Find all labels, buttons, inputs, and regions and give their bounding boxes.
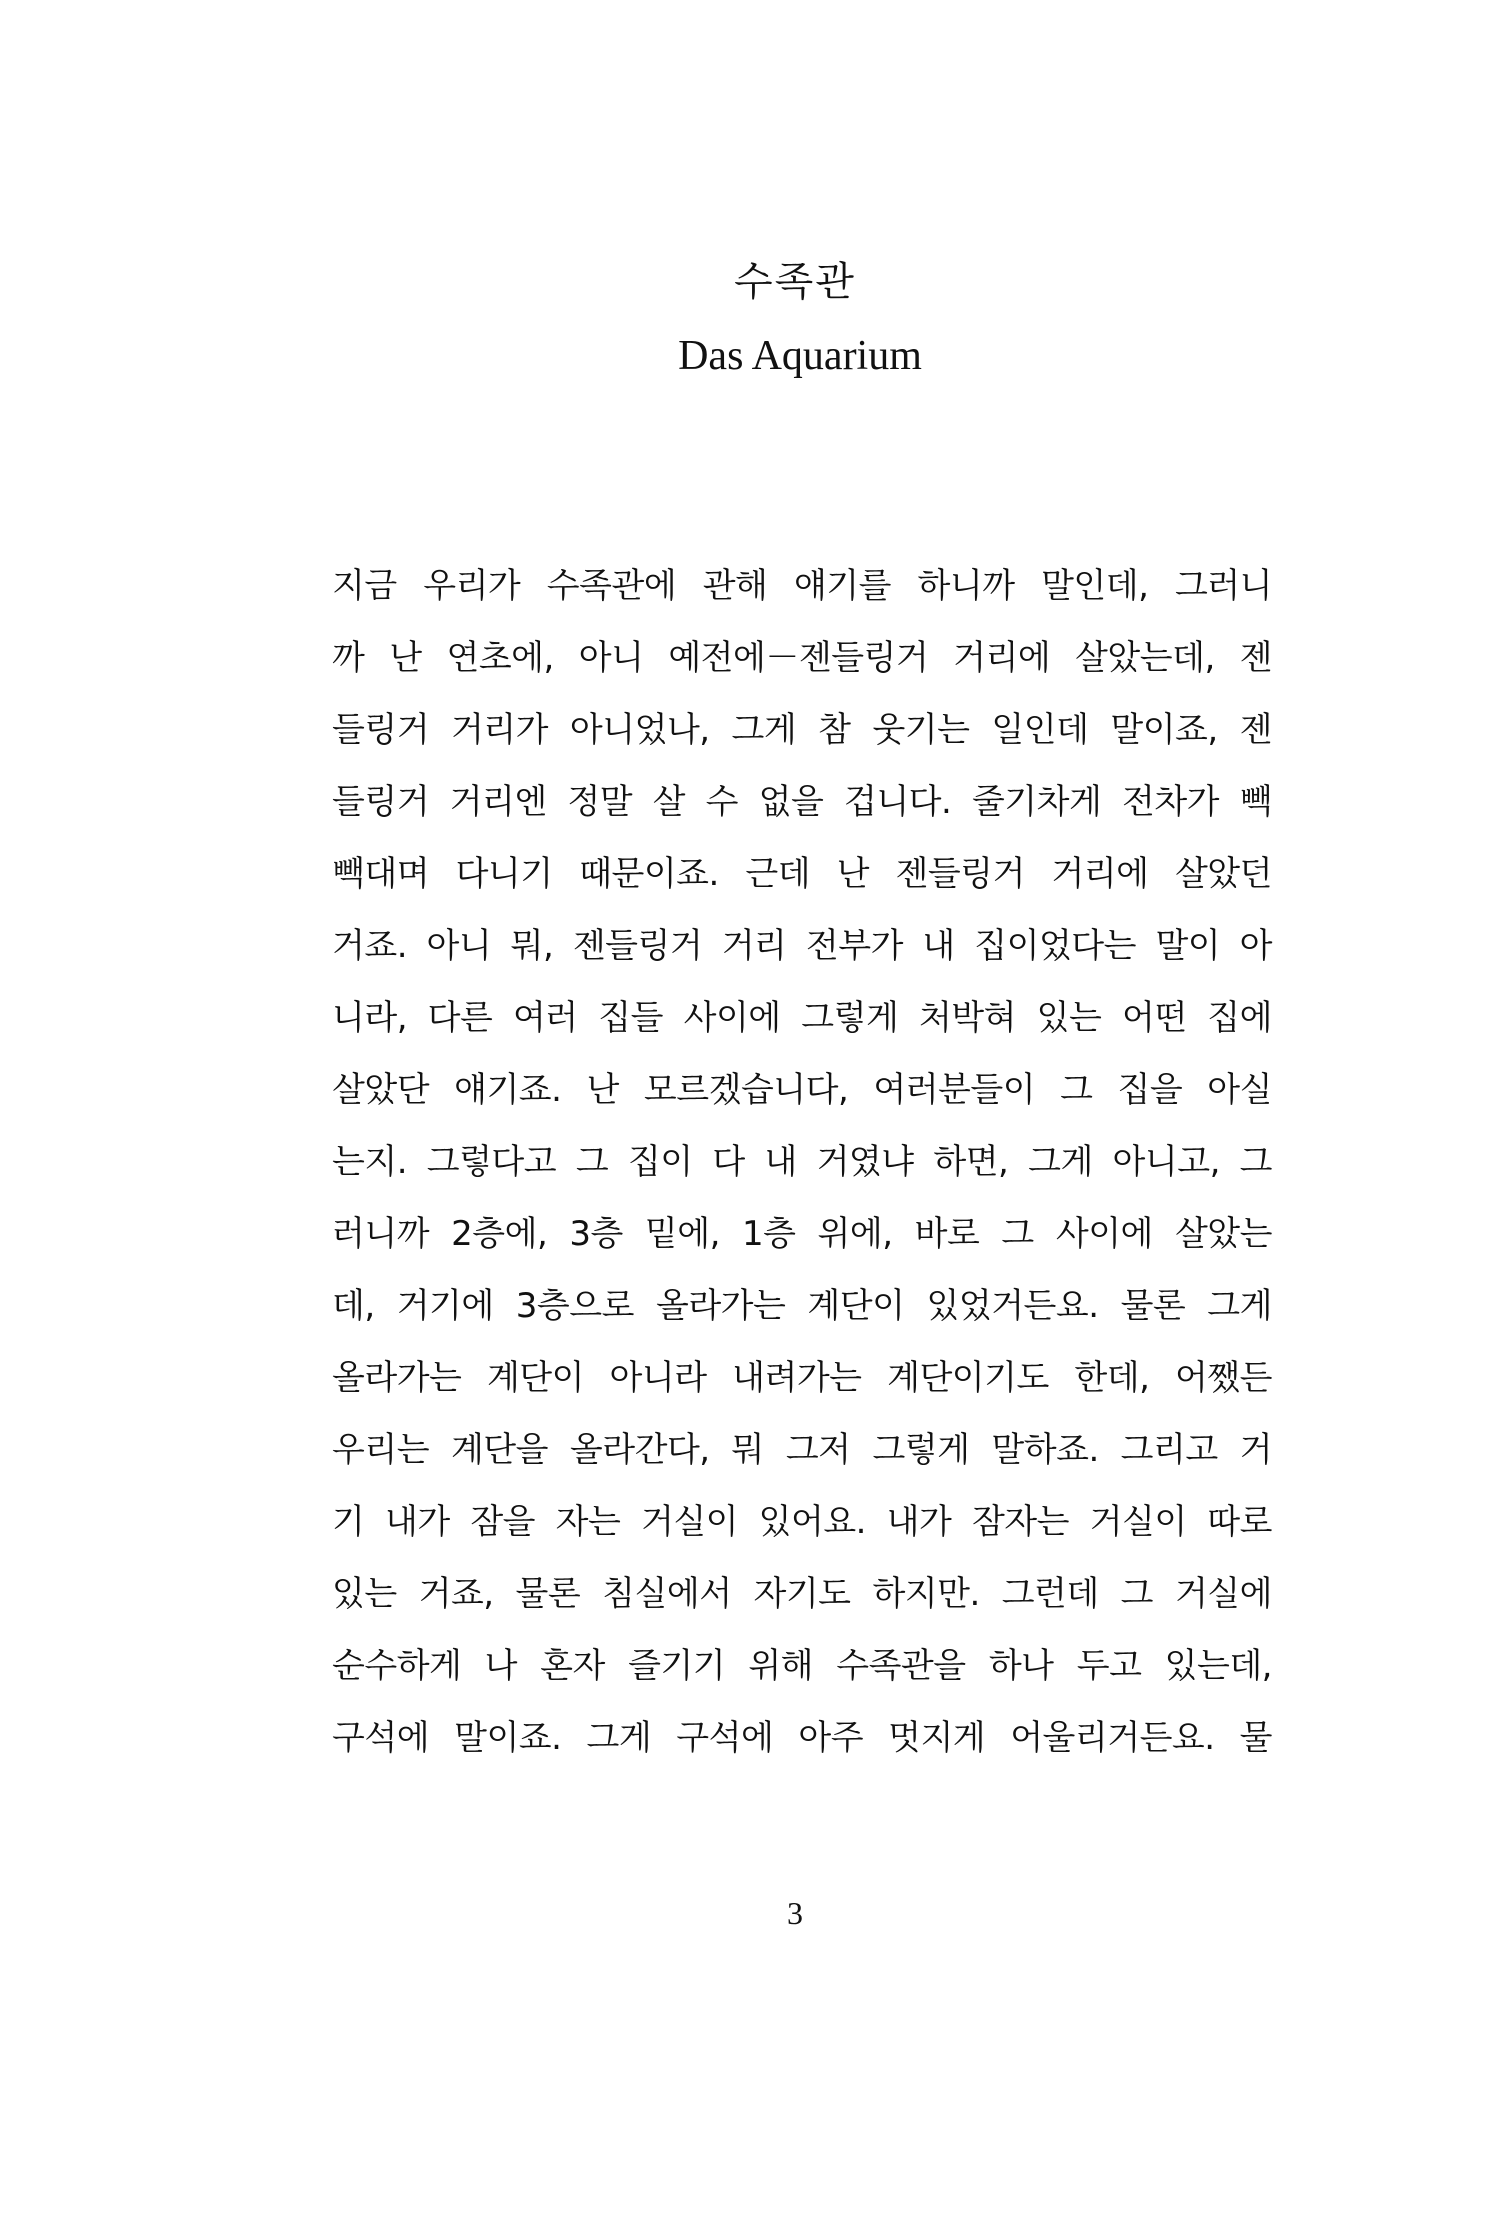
text-line: 데, 거기에 3층으로 올라가는 계단이 있었거든요. 물론 그게 [332, 1286, 1272, 1326]
text-line: 구석에 말이죠. 그게 구석에 아주 멋지게 어울리거든요. 물 [332, 1718, 1272, 1758]
text-line: 거죠. 아니 뭐, 젠들링거 거리 전부가 내 집이었다는 말이 아 [332, 926, 1272, 966]
text-line: 빽대며 다니기 때문이죠. 근데 난 젠들링거 거리에 살았던 [332, 854, 1272, 894]
text-line: 우리는 계단을 올라간다, 뭐 그저 그렇게 말하죠. 그리고 거 [332, 1430, 1272, 1470]
text-line: 있는 거죠, 물론 침실에서 자기도 하지만. 그런데 그 거실에 [332, 1574, 1272, 1614]
text-line: 니라, 다른 여러 집들 사이에 그렇게 처박혀 있는 어떤 집에 [332, 998, 1272, 1038]
text-line: 지금 우리가 수족관에 관해 얘기를 하니까 말인데, 그러니 [332, 566, 1272, 606]
text-line: 들링거 거리가 아니었나, 그게 참 웃기는 일인데 말이죠, 젠 [332, 710, 1272, 750]
body-paragraph [332, 558, 1272, 1782]
chapter-title-korean: 수족관 [734, 259, 856, 305]
page-number: 3 [787, 1895, 803, 1931]
text-line: 살았단 얘기죠. 난 모르겠습니다, 여러분들이 그 집을 아실 [332, 1070, 1272, 1110]
text-line: 기 내가 잠을 자는 거실이 있어요. 내가 잠자는 거실이 따로 [332, 1502, 1272, 1542]
text-line: 까 난 연초에, 아니 예전에－젠들링거 거리에 살았는데, 젠 [332, 638, 1272, 678]
text-line: 는지. 그렇다고 그 집이 다 내 거였냐 하면, 그게 아니고, 그 [332, 1142, 1272, 1182]
text-line: 순수하게 나 혼자 즐기기 위해 수족관을 하나 두고 있는데, [332, 1646, 1272, 1686]
text-line: 들링거 거리엔 정말 살 수 없을 겁니다. 줄기차게 전차가 빽 [332, 782, 1272, 822]
text-line: 올라가는 계단이 아니라 내려가는 계단이기도 한데, 어쨌든 [332, 1358, 1272, 1398]
text-line: 러니까 2층에, 3층 밑에, 1층 위에, 바로 그 사이에 살았는 [332, 1214, 1272, 1254]
chapter-title-german: Das Aquarium [678, 333, 922, 379]
